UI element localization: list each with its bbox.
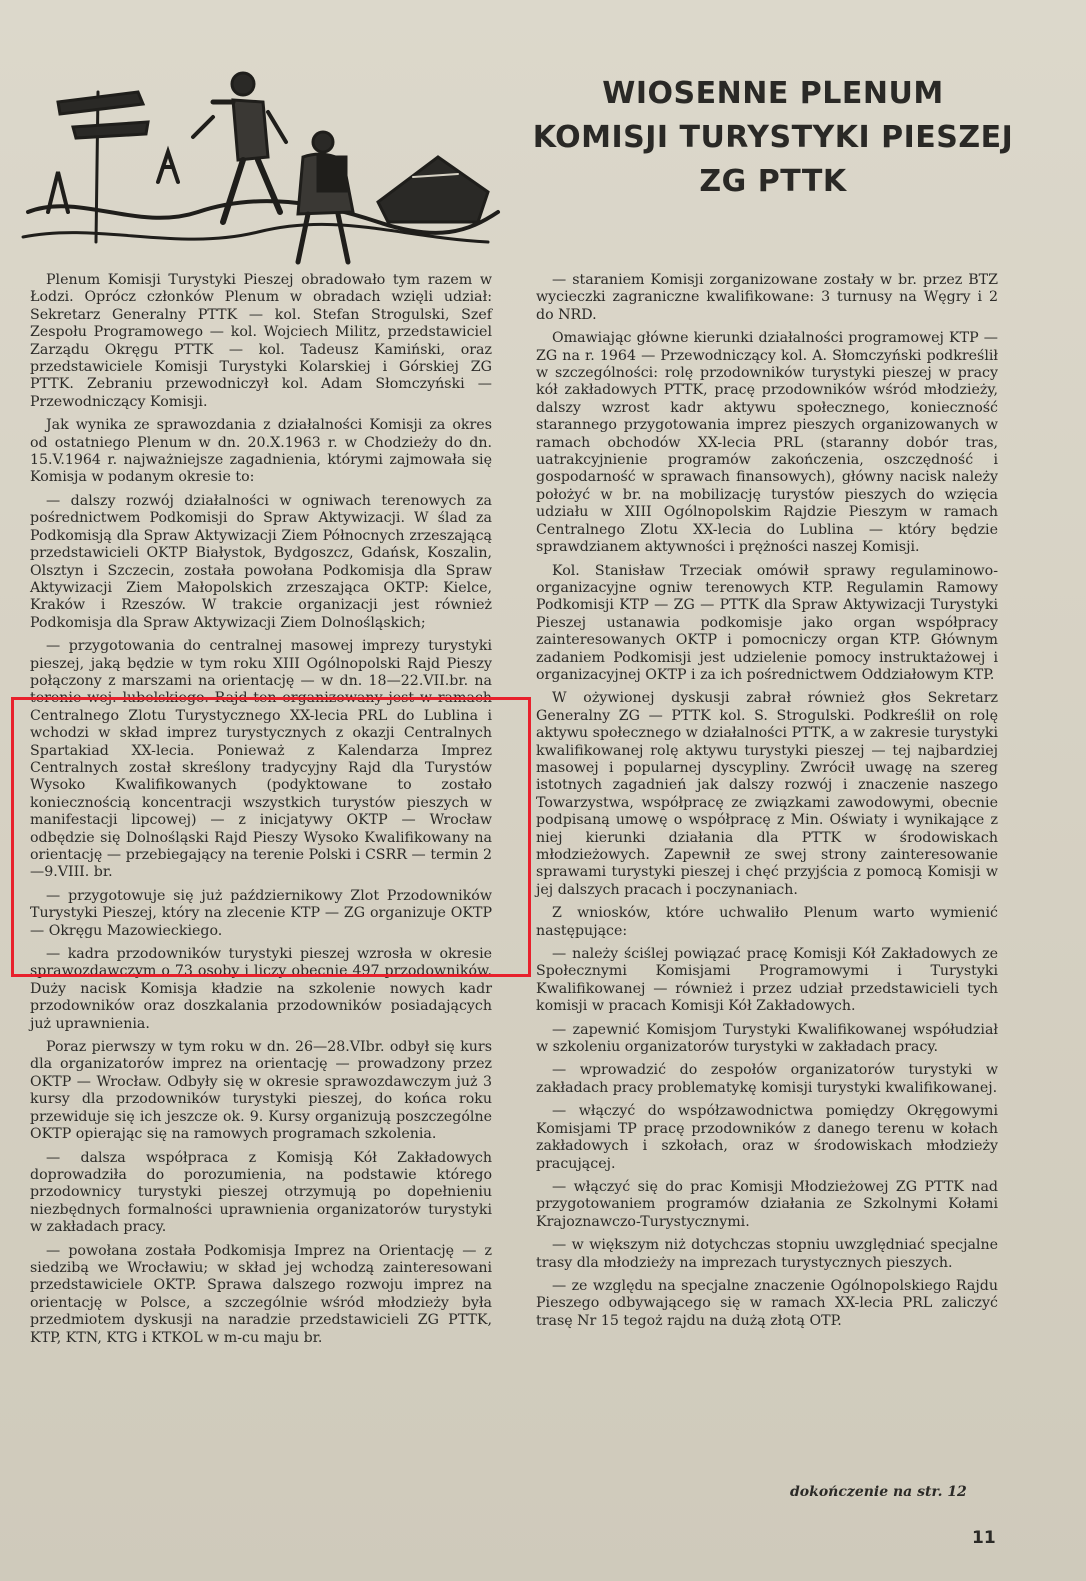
title-line-3: ZG PTTK: [699, 164, 847, 199]
left-paragraph: — kadra przodowników turystyki pieszej wzrosła w okresie sprawozdawczym o 73 osoby i liczy obecnie 497 przodowników. Duży nacisk Komisja kładzie na szkolenie nowych kadr przodowników oraz doszkalania przodowników posiadających już uprawnienia.: [30, 946, 492, 1032]
right-paragraph: — w większym niż dotychczas stopniu uwzględniać specjalne trasy dla młodzieży na imprezach turystycznych pieszych.: [536, 1237, 998, 1271]
title-line-1: WIOSENNE PLENUM: [602, 76, 944, 111]
left-paragraph: Poraz pierwszy w tym roku w dn. 26—28.VIbr. odbył się kurs dla organizatorów imprez na orientację — prowadzony przez OKTP — Wrocław. Odbyły się w okresie sprawozdawczym już 3 kursy dla przodowników turystyki pieszej, do końca roku przewiduje się ich jeszcze ok. 9. Kursy organizują poszczególne OKTP opierając się na ramowych programach szkolenia.: [30, 1039, 492, 1143]
left-paragraph: Plenum Komisji Turystyki Pieszej obradowało tym razem w Łodzi. Oprócz członków Plenum w obradach wzięli udział: Sekretarz Generalny PTTK — kol. Stefan Strogulski, Szef Zespołu Programowego — kol. Wojciech Militz, przedstawiciel Zarządu Okręgu PTTK — kol. Tadeusz Kamiński, oraz przedstawiciele Komisji Turystyki Kolarskiej i Górskiej ZG PTTK. Zebraniu przewodniczył kol. Adam Słomczyński — Przewodniczący Komisji.: [30, 272, 492, 410]
title-line-2: KOMISJI TURYSTYKI PIESZEJ: [532, 120, 1014, 155]
highlight-box: [11, 697, 531, 977]
right-paragraph: Omawiając główne kierunki działalności programowej KTP — ZG na r. 1964 — Przewodniczący kol. A. Słomczyński podkreślił w szczególności: rolę przodowników turystyki pieszej w pracy kół zakładowych PTTK, pracę przodowników wśród młodzieży, dalszy wzrost kadr aktywu społecznego, konieczność starannego przygotowania imprez pieszych organizowanych w ramach obchodów XX-lecia PRL (staranny dobór tras, uatrakcyjnienie programów zakończenia, oszczędność i gospodarność w sprawach finansowych), główny nacisk należy położyć w br. na mobilizację turystów pieszych do wzięcia udziału w XIII Ogólnopolskim Rajdzie Pieszym w ramach Centralnego Zlotu XX-lecia do Lublina — który będzie sprawdzianem aktywności i prężności naszej Komisji.: [536, 330, 998, 556]
right-paragraph: — staraniem Komisji zorganizowane zostały w br. przez BTZ wycieczki zagraniczne kwalifikowane: 3 turnusy na Węgry i 2 do NRD.: [536, 272, 998, 323]
hikers-illustration: [18, 62, 508, 272]
right-paragraph: Z wniosków, które uchwaliło Plenum warto wymienić następujące:: [536, 905, 998, 939]
left-paragraph: Jak wynika ze sprawozdania z działalności Komisji za okres od ostatniego Plenum w dn. 20.X.1963 r. w Chodzieży do dn. 15.V.1964 r. najważniejsze zagadnienia, którymi zajmowała się Komisja w podanym okresie to:: [30, 417, 492, 486]
right-paragraph: — włączyć się do prac Komisji Młodzieżowej ZG PTTK nad przygotowaniem programów działania ze Szkolnymi Kołami Krajoznawczo-Turystycznymi.: [536, 1178, 998, 1230]
right-paragraph: — zapewnić Komisjom Turystyki Kwalifikowanej współudział w szkoleniu organizatorów turystyki w zakładach pracy.: [536, 1021, 998, 1056]
right-column: [536, 272, 998, 1336]
left-paragraph: — dalszy rozwój działalności w ogniwach terenowych za pośrednictwem Podkomisji do Spraw Aktywizacji. W ślad za Podkomisją dla Spraw Aktywizacji Ziem Północnych zrzeszającą przedstawicieli OKTP Białystok, Bydgoszcz, Gdańsk, Koszalin, Olsztyn i Szczecin, została powołana Podkomisja dla Spraw Aktywizacji Ziem Małopolskich zrzeszająca OKTP: Kielce, Kraków i Rzeszów. W trakcie organizacji jest również Podkomisja dla Spraw Aktywizacji Ziem Dolnośląskich;: [30, 492, 492, 631]
right-paragraph: — należy ściślej powiązać pracę Komisji Kół Zakładowych ze Społecznymi Komisjami Programowymi i Turystyki Kwalifikowanej — również i przez udział przedstawicieli tych komisji w pracach Komisji Kół Zakładowych.: [536, 946, 998, 1015]
right-paragraph: — ze względu na specjalne znaczenie Ogólnopolskiego Rajdu Pieszego odbywającego się w ramach XX-lecia PRL zaliczyć trasę Nr 15 tegoż rajdu na dużą złotą OTP.: [536, 1277, 998, 1329]
left-paragraph: — powołana została Podkomisja Imprez na Orientację — z siedzibą we Wrocławiu; w skład jej wchodzą zainteresowani przedstawiciele OKTP. Sprawa dalszego rozwoju imprez na orientację w Polsce, a szczególnie wśród młodzieży była przedmiotem dyskusji na naradzie przedstawicieli ZG PTTK, KTP, KTN, KTG i KTKOL w m-cu maju br.: [30, 1242, 492, 1346]
left-paragraph: — dalsza współpraca z Komisją Kół Zakładowych doprowadziła do porozumienia, na podstawie którego przodownicy turystyki pieszej otrzymują po dopełnieniu niezbędnych formalności uprawnienia organizatorów turystyki w zakładach pracy.: [30, 1149, 492, 1236]
continuation-note: dokończenie na str. 12: [790, 1484, 967, 1500]
right-paragraph: W ożywionej dyskusji zabrał również głos Sekretarz Generalny ZG — PTTK kol. S. Strogulski. Podkreślił on rolę aktywu społecznego w działalności PTTK, a w zakresie turystyki kwalifikowanej rolę aktywu turystyki pieszej — tej najbardziej masowej i popularnej dyscypliny. Zwrócił uwagę na szereg istotnych zagadnień jak dalszy rozwój i znaczenie naszego Towarzystwa, współpracę ze związkami zawodowymi, obecnie podpisaną umowę o współpracę z Min. Oświaty i wynikające z niej kierunki działania dla PTTK w środowiskach młodzieżowych. Zapewnił ze swej strony zainteresowanie sprawami turystyki pieszej i chęć przyjścia z pomocą Komisji w jej dalszych pracach i poczynaniach.: [536, 690, 998, 898]
right-paragraph: — włączyć do współzawodnictwa pomiędzy Okręgowymi Komisjami TP pracę przodowników z danego terenu w kołach zakładowych i szkołach, oraz w środowiskach młodzieży pracującej.: [536, 1103, 998, 1172]
page-number: 11: [972, 1528, 996, 1548]
article-title: [528, 72, 1018, 204]
left-paragraph: — przygotowuje się już październikowy Zlot Przodowników Turystyki Pieszej, który na zlecenie KTP — ZG organizuje OKTP — Okręgu Mazowieckiego.: [30, 887, 492, 939]
right-paragraph: — wprowadzić do zespołów organizatorów turystyki w zakładach pracy problematykę komisji turystyki kwalifikowanej.: [536, 1062, 998, 1096]
right-paragraph: Kol. Stanisław Trzeciak omówił sprawy regulaminowo-organizacyjne ogniw terenowych KTP. Regulamin Ramowy Podkomisji KTP — ZG — PTTK dla Spraw Aktywizacji Turystyki Pieszej ustanawia podkomisje jako organ współpracy zainteresowanych OKTP i pomocniczy organ KTP. Głównym zadaniem Podkomisji jest udzielenie pomocy instruktażowej i organizacyjnej OKTP i za ich pośrednictwem Oddziałowym KTP.: [536, 562, 998, 683]
left-paragraph-highlighted: — przygotowania do centralnej masowej imprezy turystyki pieszej, jaką będzie w tym roku XIII Ogólnopolski Rajd Pieszy połączony z marszami na orientację — w dn. 18—22.VII.br. na terenie woj. lubelskiego. Rajd ten organizowany jest w ramach Centralnego Zlotu Turystycznego XX-lecia PRL do Lublina i wchodzi w skład imprez turystycznych z okazji Centralnych Spartakiad XX-lecia. Ponieważ z Kalendarza Imprez Centralnych został skreślony tradycyjny Rajd dla Turystów Wysoko Kwalifikowanych (podyktowane to zostało koniecznością koncentracji wszystkich turystów pieszych w manifestacji lipcowej) — z inicjatywy OKTP — Wrocław odbędzie się Dolnośląski Rajd Pieszy Wysoko Kwalifikowany na orientację — przebiegający na terenie Polski i CSRR — termin 2—9.VIII. br.: [30, 638, 492, 881]
